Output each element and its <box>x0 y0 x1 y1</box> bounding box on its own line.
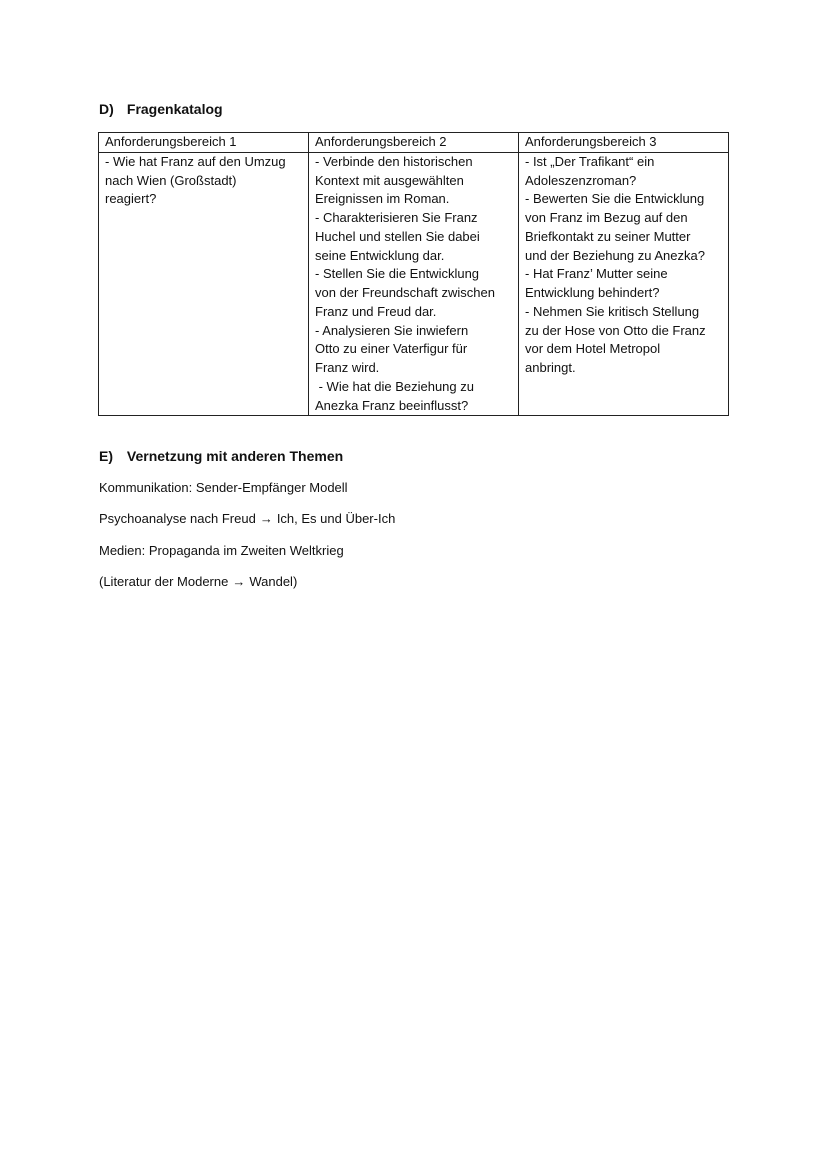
cell-line: - Ist „Der Trafikant“ ein <box>525 153 655 169</box>
cell-line: nach Wien (Großstadt) <box>105 172 237 188</box>
section-e-title: Vernetzung mit anderen Themen <box>126 448 344 464</box>
theme-text: Medien: Propaganda im Zweiten Weltkrieg <box>99 543 344 558</box>
section-d-heading <box>99 101 223 117</box>
cell-line: von der Freundschaft zwischen <box>315 285 495 300</box>
cell-bereich-1 <box>99 152 309 416</box>
cell-line: reagiert? <box>105 191 157 207</box>
table-row <box>99 152 729 416</box>
cell-line: - Wie hat Franz auf den Umzug <box>105 153 286 169</box>
cell-line: Entwicklung behindert? <box>525 285 660 300</box>
cell-line: - Wie hat die Beziehung zu <box>315 378 474 394</box>
theme-text: (Literatur der Moderne <box>99 574 229 589</box>
cell-line: seine Entwicklung dar. <box>315 247 445 263</box>
cell-line: - Charakterisieren Sie Franz <box>315 210 478 225</box>
cell-line: - Nehmen Sie kritisch Stellung <box>525 303 700 319</box>
theme-text: Kommunikation: Sender-Empfänger Modell <box>99 480 348 495</box>
arrow-right-icon: → <box>259 511 273 526</box>
cell-line: vor dem Hotel Metropol <box>525 341 661 357</box>
cell-line: - Analysieren Sie inwiefern <box>315 322 469 338</box>
theme-text: Ich, Es und Über-Ich <box>276 511 396 526</box>
cell-line: Otto zu einer Vaterfigur für <box>315 341 468 357</box>
theme-media <box>99 543 344 558</box>
theme-communication <box>99 480 348 495</box>
cell-line: Ereignissen im Roman. <box>315 191 450 207</box>
theme-text: Psychoanalyse nach Freud <box>99 511 256 526</box>
cell-line: - Bewerten Sie die Entwicklung <box>525 191 705 207</box>
section-e-heading <box>99 448 343 464</box>
cell-line: Franz und Freud dar. <box>315 303 437 319</box>
cell-line: Briefkontakt zu seiner Mutter <box>525 228 691 244</box>
theme-psychoanalysis <box>99 511 395 526</box>
cell-line: Anezka Franz beeinflusst? <box>315 397 469 413</box>
cell-line: Franz wird. <box>315 360 380 375</box>
cell-line: - Hat Franz’ Mutter seine <box>525 266 668 282</box>
arrow-right-icon: → <box>232 574 246 589</box>
section-d-label: D) <box>99 101 114 117</box>
header-anforderungsbereich-1: Anforderungsbereich 1 <box>99 133 309 153</box>
cell-line: Huchel und stellen Sie dabei <box>315 228 480 244</box>
cell-bereich-3 <box>519 152 729 416</box>
cell-line: und der Beziehung zu Anezka? <box>525 247 705 263</box>
cell-line: anbringt. <box>525 360 576 375</box>
theme-text: Wandel) <box>249 574 298 589</box>
cell-line: Adoleszenzroman? <box>525 172 637 188</box>
question-catalog-table <box>98 132 729 416</box>
cell-line: Kontext mit ausgewählten <box>315 172 464 188</box>
cell-line: - Stellen Sie die Entwicklung <box>315 266 480 282</box>
section-e-label: E) <box>99 448 113 464</box>
cell-line: zu der Hose von Otto die Franz <box>525 322 706 338</box>
table-header-row <box>99 133 729 153</box>
section-d-title: Fragenkatalog <box>126 101 223 117</box>
cell-line: - Verbinde den historischen <box>315 153 473 169</box>
cell-bereich-2 <box>309 152 519 416</box>
header-anforderungsbereich-2: Anforderungsbereich 2 <box>309 133 519 153</box>
theme-literature <box>99 574 297 589</box>
header-anforderungsbereich-3: Anforderungsbereich 3 <box>519 133 729 153</box>
cell-line: von Franz im Bezug auf den <box>525 210 688 225</box>
